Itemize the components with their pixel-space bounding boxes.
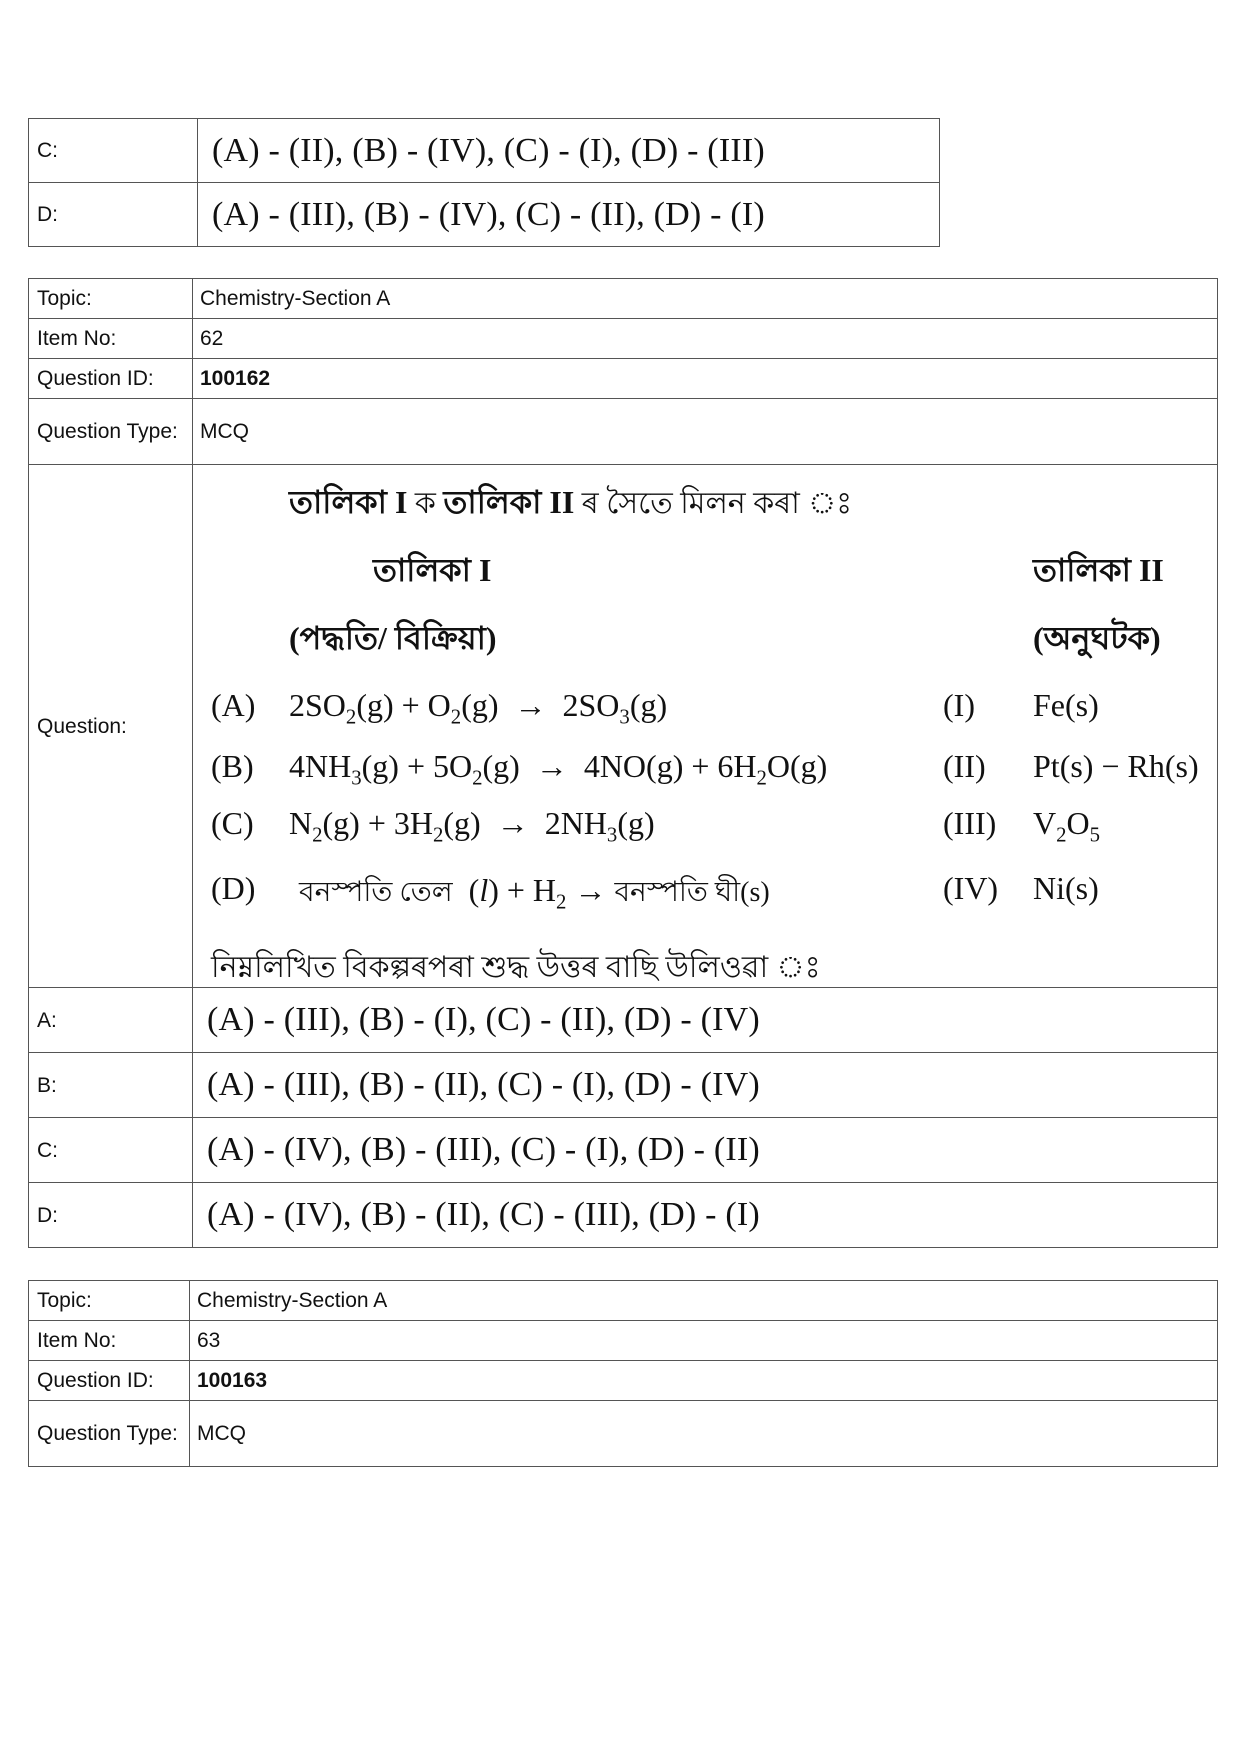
equation-d: বনস্পতি তেল $(l) + H_2$ → বনস্পতি ঘী(s)	[299, 872, 770, 914]
option-row-b	[29, 1053, 1218, 1118]
question-id-label: Question ID:	[29, 359, 193, 399]
option-text: (A) - (IV), (B) - (II), (C) - (III), (D) - (I)	[193, 1183, 1218, 1248]
option-label: C:	[29, 119, 198, 183]
question-id-row	[29, 359, 1218, 399]
question-intro	[289, 477, 852, 531]
list-letter-d: (D)	[211, 870, 256, 906]
list-2-title: তালিকা II	[1033, 552, 1164, 588]
question-label: Question:	[29, 465, 193, 988]
option-label: D:	[29, 1183, 193, 1248]
intro-list-1: তালিকা I	[289, 484, 408, 520]
question-body	[193, 465, 1218, 988]
topic-label: Topic:	[29, 1281, 190, 1321]
equation-b: $4NH_3(g) + 5O_2(g) \to 4NO(g) + 6H_2O(g)$	[289, 748, 828, 790]
equation-a: $2SO_2(g) + O_2(g) \to 2SO_3(g)$	[289, 687, 668, 729]
question-id-value: 100162	[193, 359, 1218, 399]
option-text: (A) - (III), (B) - (II), (C) - (I), (D) - (IV)	[193, 1053, 1218, 1118]
intro-connector: ক	[407, 487, 444, 520]
catalyst-iii: $V_2O_5$	[1033, 805, 1101, 847]
option-text: (A) - (IV), (B) - (III), (C) - (I), (D) - (II)	[193, 1118, 1218, 1183]
list-letter-a: (A)	[211, 687, 256, 723]
list-letter-b: (B)	[211, 748, 254, 784]
equation-d-product: বনস্পতি ঘী(s)	[614, 877, 770, 908]
catalyst-i: Fe(s)	[1033, 687, 1099, 723]
question-id-label: Question ID:	[29, 1361, 190, 1401]
list-2-subtitle: (অনুঘটক)	[1033, 620, 1161, 656]
list-roman-iii: (III)	[943, 805, 997, 841]
option-row-c	[29, 1118, 1218, 1183]
item-row	[29, 319, 1218, 359]
list-roman-iv: (IV)	[943, 870, 999, 906]
catalyst-iv: Ni(s)	[1033, 870, 1099, 906]
option-label: A:	[29, 988, 193, 1053]
topic-row	[29, 279, 1218, 319]
option-text: (A) - (III), (B) - (IV), (C) - (II), (D) - (I)	[198, 183, 940, 247]
option-row-c	[29, 119, 940, 183]
question-62-table	[28, 278, 1218, 1248]
option-row-a	[29, 988, 1218, 1053]
item-row	[29, 1321, 1218, 1361]
option-label: D:	[29, 183, 198, 247]
topic-label: Topic:	[29, 279, 193, 319]
list-letter-c: (C)	[211, 805, 254, 841]
equation-d-reactant: বনস্পতি তেল	[299, 877, 453, 908]
question-type-row	[29, 1401, 1218, 1467]
equation-c: $N_2(g) + 3H_2(g) \to 2NH_3(g)$	[289, 805, 655, 847]
option-row-d	[29, 1183, 1218, 1248]
previous-question-options-table	[28, 118, 940, 247]
topic-value: Chemistry-Section A	[190, 1281, 1218, 1321]
question-row	[29, 465, 1218, 988]
question-id-row	[29, 1361, 1218, 1401]
item-value: 63	[190, 1321, 1218, 1361]
list-roman-ii: (II)	[943, 748, 986, 784]
question-type-row	[29, 399, 1218, 465]
topic-row	[29, 1281, 1218, 1321]
question-id-value: 100163	[190, 1361, 1218, 1401]
question-footer: নিম্নলিখিত বিকল্পৰপৰা শুদ্ধ উত্তৰ বাছি উলিওৱা ঃ	[211, 951, 821, 984]
item-label: Item No:	[29, 319, 193, 359]
option-text: (A) - (II), (B) - (IV), (C) - (I), (D) - (III)	[198, 119, 940, 183]
item-label: Item No:	[29, 1321, 190, 1361]
question-type-label: Question Type:	[29, 399, 193, 465]
intro-instruction: ৰ সৈতে মিলন কৰা ঃ	[574, 487, 853, 520]
option-row-d	[29, 183, 940, 247]
list-1-title: তালিকা I	[373, 552, 492, 588]
option-text: (A) - (III), (B) - (I), (C) - (II), (D) - (IV)	[193, 988, 1218, 1053]
question-type-value: MCQ	[193, 399, 1218, 465]
item-value: 62	[193, 319, 1218, 359]
catalyst-ii: Pt(s) − Rh(s)	[1033, 748, 1199, 784]
question-63-table	[28, 1280, 1218, 1467]
option-label: C:	[29, 1118, 193, 1183]
list-roman-i: (I)	[943, 687, 975, 723]
intro-list-2: তালিকা II	[443, 484, 575, 520]
question-type-value: MCQ	[190, 1401, 1218, 1467]
list-1-subtitle: (পদ্ধতি/ বিক্রিয়া)	[289, 620, 497, 656]
topic-value: Chemistry-Section A	[193, 279, 1218, 319]
option-label: B:	[29, 1053, 193, 1118]
question-type-label: Question Type:	[29, 1401, 190, 1467]
